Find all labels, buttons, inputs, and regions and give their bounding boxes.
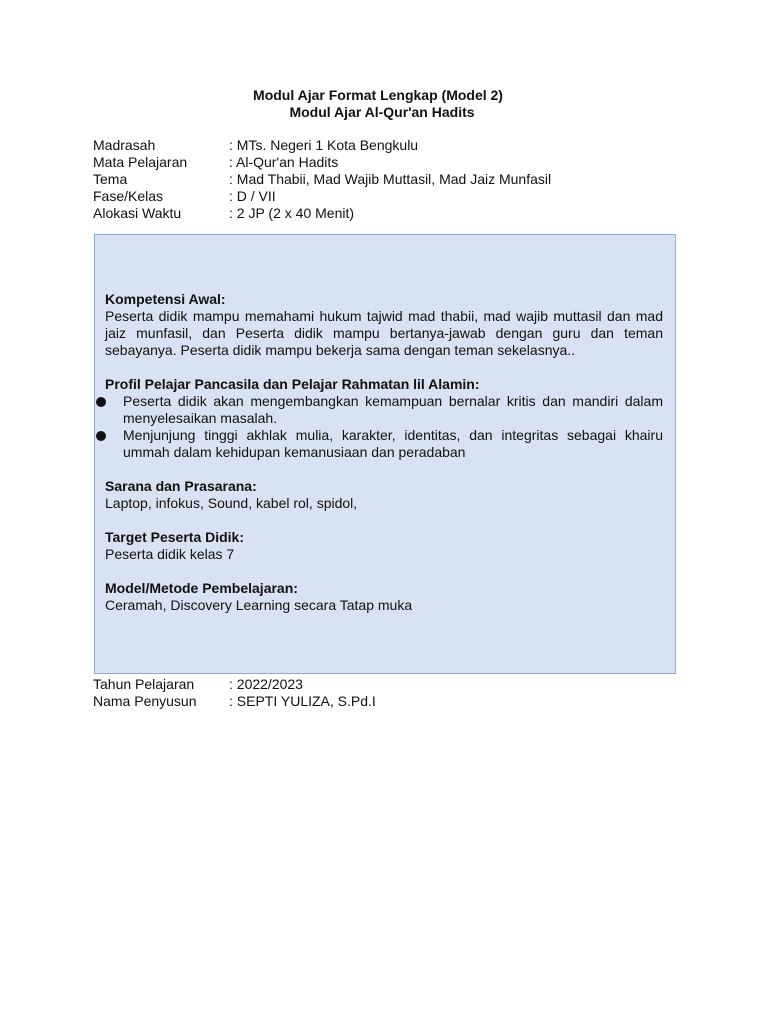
bullet-icon [96,431,106,441]
identity-value: : D / VII [229,188,276,204]
profil-list [105,393,663,461]
identity-row-fase-kelas [93,188,551,205]
spacer [105,563,663,580]
footer-label: Tahun Pelajaran [93,676,195,692]
content-box [94,234,676,674]
list-item [105,393,663,427]
identity-value: : Al-Qur'an Hadits [229,154,339,170]
kompetensi-heading: Kompetensi Awal: [105,291,226,307]
identity-row-mata-pelajaran [93,154,551,171]
footer-value: : 2022/2023 [229,676,303,692]
identity-section [93,137,551,222]
model-heading: Model/Metode Pembelajaran: [105,580,298,596]
identity-label: Madrasah [93,137,156,153]
footer-row-tahun-pelajaran [93,676,376,693]
identity-label: Fase/Kelas [93,188,164,204]
identity-label: Alokasi Waktu [93,205,182,221]
spacer [105,512,663,529]
kompetensi-text: Peserta didik mampu memahami hukum tajwid mad thabii, mad wajib muttasil dan mad jaiz munfasil, dan Peserta didik mampu bertanya-jawab dengan guru dan teman sebayanya. Peserta didik mampu bekerja sama dengan teman sekelasnya.. [105,308,663,358]
identity-row-tema [93,171,551,188]
identity-value: : 2 JP (2 x 40 Menit) [229,205,355,221]
footer-section [93,676,376,710]
target-heading: Target Peserta Didik: [105,529,245,545]
document-subtitle: Modul Ajar Al-Qur'an Hadits [289,104,475,120]
profil-heading: Profil Pelajar Pancasila dan Pelajar Rahmatan lil Alamin: [105,376,480,392]
content-box-body [105,291,663,614]
footer-row-nama-penyusun [93,693,376,710]
identity-value: : MTs. Negeri 1 Kota Bengkulu [229,137,419,153]
identity-row-madrasah [93,137,551,154]
footer-label: Nama Penyusun [93,693,197,709]
target-text: Peserta didik kelas 7 [105,546,235,562]
list-item-text: Menjunjung tinggi akhlak mulia, karakter, identitas, dan integritas sebagai khairu ummah dalam kehidupan kemanusiaan dan peradaban [123,427,663,460]
identity-row-alokasi-waktu [93,205,551,222]
spacer [105,461,663,478]
spacer [105,359,663,376]
identity-label: Mata Pelajaran [93,154,188,170]
model-text: Ceramah, Discovery Learning secara Tatap muka [105,597,413,613]
sarana-text: Laptop, infokus, Sound, kabel rol, spidol, [105,495,358,511]
document-title: Modul Ajar Format Lengkap (Model 2) [253,87,503,103]
identity-value: : Mad Thabii, Mad Wajib Muttasil, Mad Jaiz Munfasil [229,171,552,187]
footer-value: : SEPTI YULIZA, S.Pd.I [229,693,376,709]
identity-label: Tema [93,171,128,187]
sarana-heading: Sarana dan Prasarana: [105,478,257,494]
list-item [105,427,663,461]
bullet-icon [96,397,106,407]
list-item-text: Peserta didik akan mengembangkan kemampuan bernalar kritis dan mandiri dalam menyelesaikan masalah. [123,393,663,426]
